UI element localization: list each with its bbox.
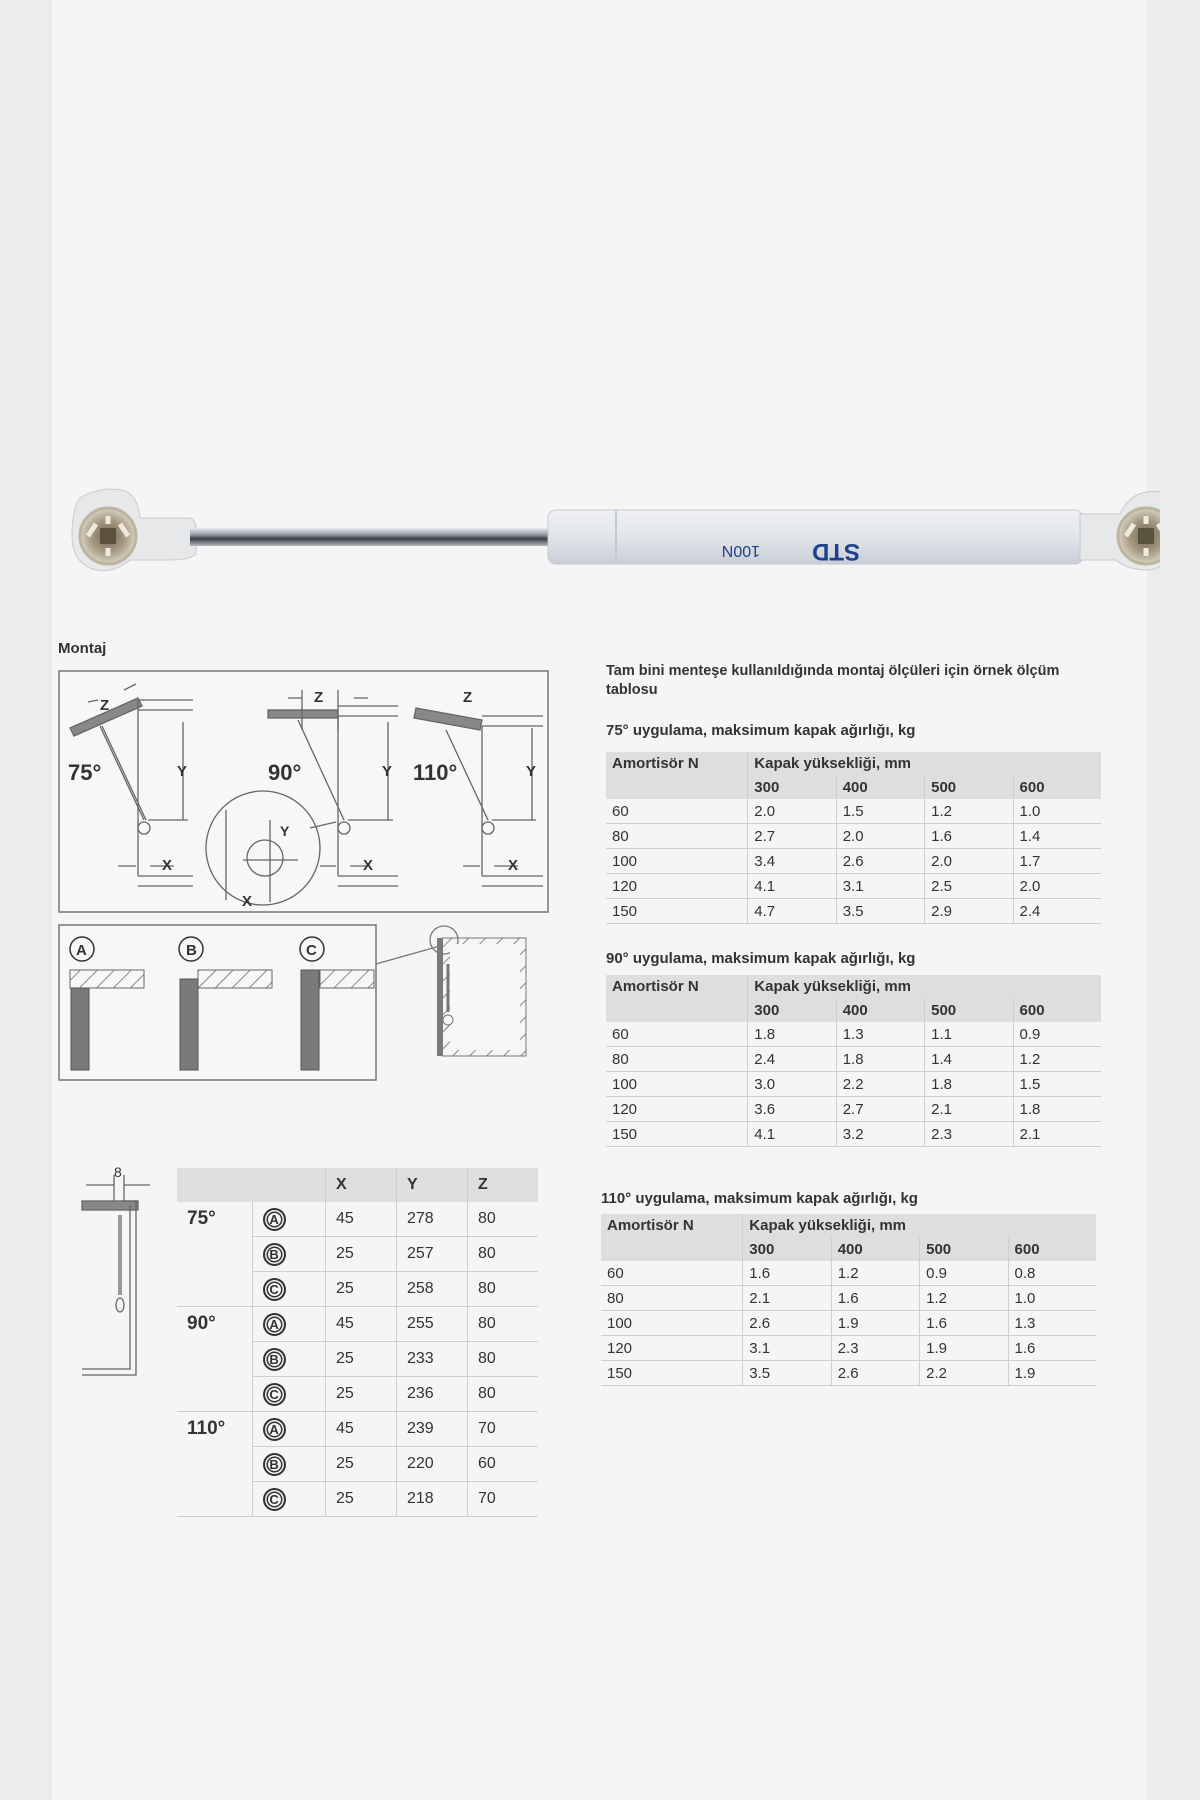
force-label: 100N <box>721 542 760 559</box>
header-height-600: 600 <box>1013 775 1101 799</box>
cell-weight: 1.5 <box>1013 1072 1101 1097</box>
cell-weight: 1.4 <box>1013 824 1101 849</box>
cell-weight: 4.7 <box>748 899 836 924</box>
door-type-badge: B <box>263 1348 286 1371</box>
cell-weight: 1.8 <box>1013 1097 1101 1122</box>
cell-weight: 3.1 <box>743 1336 831 1361</box>
table-row <box>177 1412 538 1447</box>
offset-diagram <box>74 1165 174 1385</box>
xyz-header-y: Y <box>397 1168 468 1202</box>
cell-y: 236 <box>397 1377 468 1412</box>
table-row <box>606 874 1101 899</box>
table-row <box>177 1307 538 1342</box>
cell-z: 80 <box>468 1202 539 1237</box>
cell-x: 45 <box>326 1412 397 1447</box>
table-row <box>606 1072 1101 1097</box>
cell-z: 80 <box>468 1377 539 1412</box>
cell-weight: 0.9 <box>920 1261 1008 1286</box>
table-row <box>606 824 1101 849</box>
gas-spring-image <box>60 478 1160 588</box>
header-height-600: 600 <box>1013 998 1101 1022</box>
cell-x: 25 <box>326 1342 397 1377</box>
table-header-row <box>606 752 1101 775</box>
table-subheader-row <box>606 775 1101 799</box>
xyz-header-z: Z <box>468 1168 539 1202</box>
load-table-110 <box>601 1214 1096 1386</box>
cell-x: 45 <box>326 1202 397 1237</box>
dim-x-label: X <box>508 857 519 874</box>
cell-weight: 4.1 <box>748 874 836 899</box>
cell-weight: 0.9 <box>1013 1022 1101 1047</box>
cell-weight: 1.6 <box>1008 1336 1096 1361</box>
cell-weight: 3.2 <box>836 1122 924 1147</box>
left-eyelet <box>72 489 196 571</box>
load-table-75-title: 75° uygulama, maksimum kapak ağırlığı, kg <box>606 722 916 739</box>
dim-y-label: Y <box>382 763 393 780</box>
cell-weight: 2.0 <box>925 849 1013 874</box>
door-type-badge: A <box>263 1208 286 1231</box>
header-height-400: 400 <box>836 998 924 1022</box>
cell-force: 80 <box>606 1047 748 1072</box>
header-height-300: 300 <box>748 998 836 1022</box>
cell-weight: 1.6 <box>920 1311 1008 1336</box>
dim-x-label: X <box>162 857 173 874</box>
dim-x-label: X <box>363 857 374 874</box>
cell-weight: 2.6 <box>831 1361 919 1386</box>
header-height-500: 500 <box>925 998 1013 1022</box>
header-door-height: Kapak yüksekliği, mm <box>748 975 1101 998</box>
door-type-badge: B <box>263 1243 286 1266</box>
cell-weight: 3.5 <box>836 899 924 924</box>
load-table-110-title: 110° uygulama, maksimum kapak ağırlığı, kg <box>601 1190 918 1207</box>
cell-force: 100 <box>601 1311 743 1336</box>
cell-x: 25 <box>326 1377 397 1412</box>
header-height-400: 400 <box>831 1237 919 1261</box>
table-row <box>601 1336 1096 1361</box>
door-type-cell <box>252 1237 325 1272</box>
table-subheader-row <box>601 1237 1096 1261</box>
cell-force: 150 <box>606 899 748 924</box>
load-table-90 <box>606 975 1101 1147</box>
cell-z: 80 <box>468 1307 539 1342</box>
piston-rod <box>190 528 550 546</box>
cell-force: 80 <box>606 824 748 849</box>
angle-label-90: 90° <box>268 760 302 785</box>
cell-z: 70 <box>468 1482 539 1517</box>
cell-weight: 1.0 <box>1013 799 1101 824</box>
header-blank <box>606 998 748 1022</box>
cell-z: 80 <box>468 1272 539 1307</box>
cell-weight: 1.9 <box>831 1311 919 1336</box>
cell-force: 60 <box>601 1261 743 1286</box>
table-row <box>601 1361 1096 1386</box>
cell-z: 80 <box>468 1342 539 1377</box>
right-eyelet <box>1080 491 1160 570</box>
cell-force: 120 <box>606 1097 748 1122</box>
cell-force: 60 <box>606 799 748 824</box>
cell-weight: 2.6 <box>743 1311 831 1336</box>
cell-weight: 2.1 <box>925 1097 1013 1122</box>
header-shock-absorber: Amortisör N <box>606 975 748 998</box>
door-type-cell <box>252 1482 325 1517</box>
cell-weight: 3.1 <box>836 874 924 899</box>
cell-weight: 2.6 <box>836 849 924 874</box>
load-table-90-title: 90° uygulama, maksimum kapak ağırlığı, kg <box>606 950 916 967</box>
door-type-badge: C <box>263 1278 286 1301</box>
offset-label: 8 <box>114 1165 122 1180</box>
door-type-cell <box>252 1342 325 1377</box>
cell-weight: 2.0 <box>1013 874 1101 899</box>
cell-weight: 2.0 <box>836 824 924 849</box>
table-row <box>606 1047 1101 1072</box>
door-type-badge: C <box>263 1488 286 1511</box>
cell-weight: 3.6 <box>748 1097 836 1122</box>
header-height-500: 500 <box>920 1237 1008 1261</box>
door-type-cell <box>252 1447 325 1482</box>
cell-weight: 3.4 <box>748 849 836 874</box>
cell-force: 60 <box>606 1022 748 1047</box>
cell-weight: 1.9 <box>920 1336 1008 1361</box>
xyz-dimension-table <box>177 1168 538 1517</box>
cell-weight: 2.7 <box>836 1097 924 1122</box>
door-type-badge: C <box>263 1383 286 1406</box>
cell-weight: 1.2 <box>925 799 1013 824</box>
cell-force: 80 <box>601 1286 743 1311</box>
cell-y: 258 <box>397 1272 468 1307</box>
xyz-header-x: X <box>326 1168 397 1202</box>
dim-y-label: Y <box>526 763 537 780</box>
cell-y: 255 <box>397 1307 468 1342</box>
cell-weight: 1.2 <box>831 1261 919 1286</box>
table-row <box>177 1202 538 1237</box>
table-row <box>606 849 1101 874</box>
cell-weight: 1.9 <box>1008 1361 1096 1386</box>
table-row <box>606 1097 1101 1122</box>
table-row <box>606 799 1101 824</box>
cell-y: 278 <box>397 1202 468 1237</box>
cell-weight: 1.3 <box>836 1022 924 1047</box>
cell-z: 70 <box>468 1412 539 1447</box>
table-row <box>606 1122 1101 1147</box>
cell-weight: 1.6 <box>925 824 1013 849</box>
load-table-intro: Tam bini menteşe kullanıldığında montaj ölçüleri için örnek ölçüm tablosu <box>606 663 1060 698</box>
door-type-a-label: A <box>76 942 87 959</box>
cell-weight: 1.2 <box>920 1286 1008 1311</box>
cell-weight: 2.4 <box>748 1047 836 1072</box>
load-table-75 <box>606 752 1101 924</box>
table-subheader-row <box>606 998 1101 1022</box>
header-height-300: 300 <box>743 1237 831 1261</box>
cell-x: 25 <box>326 1272 397 1307</box>
table-header-row <box>601 1214 1096 1237</box>
cell-weight: 1.3 <box>1008 1311 1096 1336</box>
cell-y: 233 <box>397 1342 468 1377</box>
cell-weight: 1.6 <box>743 1261 831 1286</box>
table-row <box>601 1311 1096 1336</box>
cell-x: 25 <box>326 1447 397 1482</box>
cell-weight: 1.2 <box>1013 1047 1101 1072</box>
dim-y-label: Y <box>280 823 290 839</box>
cell-force: 100 <box>606 849 748 874</box>
cell-weight: 2.3 <box>831 1336 919 1361</box>
cell-y: 218 <box>397 1482 468 1517</box>
cell-weight: 1.8 <box>836 1047 924 1072</box>
cell-force: 120 <box>601 1336 743 1361</box>
mounting-angle-diagram <box>58 670 550 915</box>
door-type-cell <box>252 1377 325 1412</box>
header-height-600: 600 <box>1008 1237 1096 1261</box>
brand-label: STD <box>812 538 860 565</box>
table-row <box>606 899 1101 924</box>
table-row <box>601 1261 1096 1286</box>
cell-weight: 2.9 <box>925 899 1013 924</box>
cell-force: 100 <box>606 1072 748 1097</box>
cell-weight: 3.5 <box>743 1361 831 1386</box>
header-shock-absorber: Amortisör N <box>606 752 748 775</box>
cell-weight: 3.0 <box>748 1072 836 1097</box>
cell-y: 257 <box>397 1237 468 1272</box>
door-type-badge: A <box>263 1313 286 1336</box>
mounting-heading: Montaj <box>58 640 107 657</box>
header-height-500: 500 <box>925 775 1013 799</box>
door-type-cell <box>252 1202 325 1237</box>
dim-z-label: Z <box>100 697 110 714</box>
header-blank <box>606 775 748 799</box>
door-type-diagram <box>58 924 538 1084</box>
cell-x: 45 <box>326 1307 397 1342</box>
cell-x: 25 <box>326 1482 397 1517</box>
cell-weight: 1.0 <box>1008 1286 1096 1311</box>
header-blank <box>601 1237 743 1261</box>
door-type-badge: A <box>263 1418 286 1441</box>
cell-weight: 2.7 <box>748 824 836 849</box>
angle-label-75: 75° <box>68 760 102 785</box>
cell-weight: 1.8 <box>925 1072 1013 1097</box>
cell-y: 239 <box>397 1412 468 1447</box>
cell-weight: 1.1 <box>925 1022 1013 1047</box>
cell-y: 220 <box>397 1447 468 1482</box>
header-height-300: 300 <box>748 775 836 799</box>
header-door-height: Kapak yüksekliği, mm <box>743 1214 1096 1237</box>
cell-weight: 1.6 <box>831 1286 919 1311</box>
cell-weight: 2.2 <box>920 1361 1008 1386</box>
cell-weight: 1.7 <box>1013 849 1101 874</box>
cell-z: 80 <box>468 1237 539 1272</box>
cell-weight: 2.0 <box>748 799 836 824</box>
door-type-c-label: C <box>306 942 317 959</box>
header-height-400: 400 <box>836 775 924 799</box>
dim-y-label: Y <box>177 763 188 780</box>
cell-weight: 1.5 <box>836 799 924 824</box>
cell-weight: 0.8 <box>1008 1261 1096 1286</box>
cell-force: 150 <box>601 1361 743 1386</box>
cell-weight: 1.8 <box>748 1022 836 1047</box>
cell-weight: 1.4 <box>925 1047 1013 1072</box>
header-door-height: Kapak yüksekliği, mm <box>748 752 1101 775</box>
cell-force: 150 <box>606 1122 748 1147</box>
cell-weight: 2.2 <box>836 1072 924 1097</box>
dim-z-label: Z <box>314 689 324 706</box>
cell-weight: 2.1 <box>743 1286 831 1311</box>
xyz-angle: 90° <box>177 1307 252 1412</box>
door-type-cell <box>252 1272 325 1307</box>
xyz-header-blank <box>177 1168 326 1202</box>
cell-x: 25 <box>326 1237 397 1272</box>
cell-weight: 2.3 <box>925 1122 1013 1147</box>
cell-force: 120 <box>606 874 748 899</box>
door-type-cell <box>252 1412 325 1447</box>
cell-z: 60 <box>468 1447 539 1482</box>
xyz-angle: 75° <box>177 1202 252 1307</box>
door-type-b-label: B <box>186 942 197 959</box>
door-type-badge: B <box>263 1453 286 1476</box>
dim-x-label: X <box>242 893 253 910</box>
table-header-row <box>606 975 1101 998</box>
door-type-cell <box>252 1307 325 1342</box>
header-shock-absorber: Amortisör N <box>601 1214 743 1237</box>
xyz-angle: 110° <box>177 1412 252 1517</box>
cell-weight: 4.1 <box>748 1122 836 1147</box>
angle-label-110: 110° <box>413 760 458 785</box>
cell-weight: 2.4 <box>1013 899 1101 924</box>
cell-weight: 2.5 <box>925 874 1013 899</box>
dim-z-label: Z <box>463 689 473 706</box>
xyz-header-row <box>177 1168 538 1202</box>
table-row <box>601 1286 1096 1311</box>
table-row <box>606 1022 1101 1047</box>
cell-weight: 2.1 <box>1013 1122 1101 1147</box>
